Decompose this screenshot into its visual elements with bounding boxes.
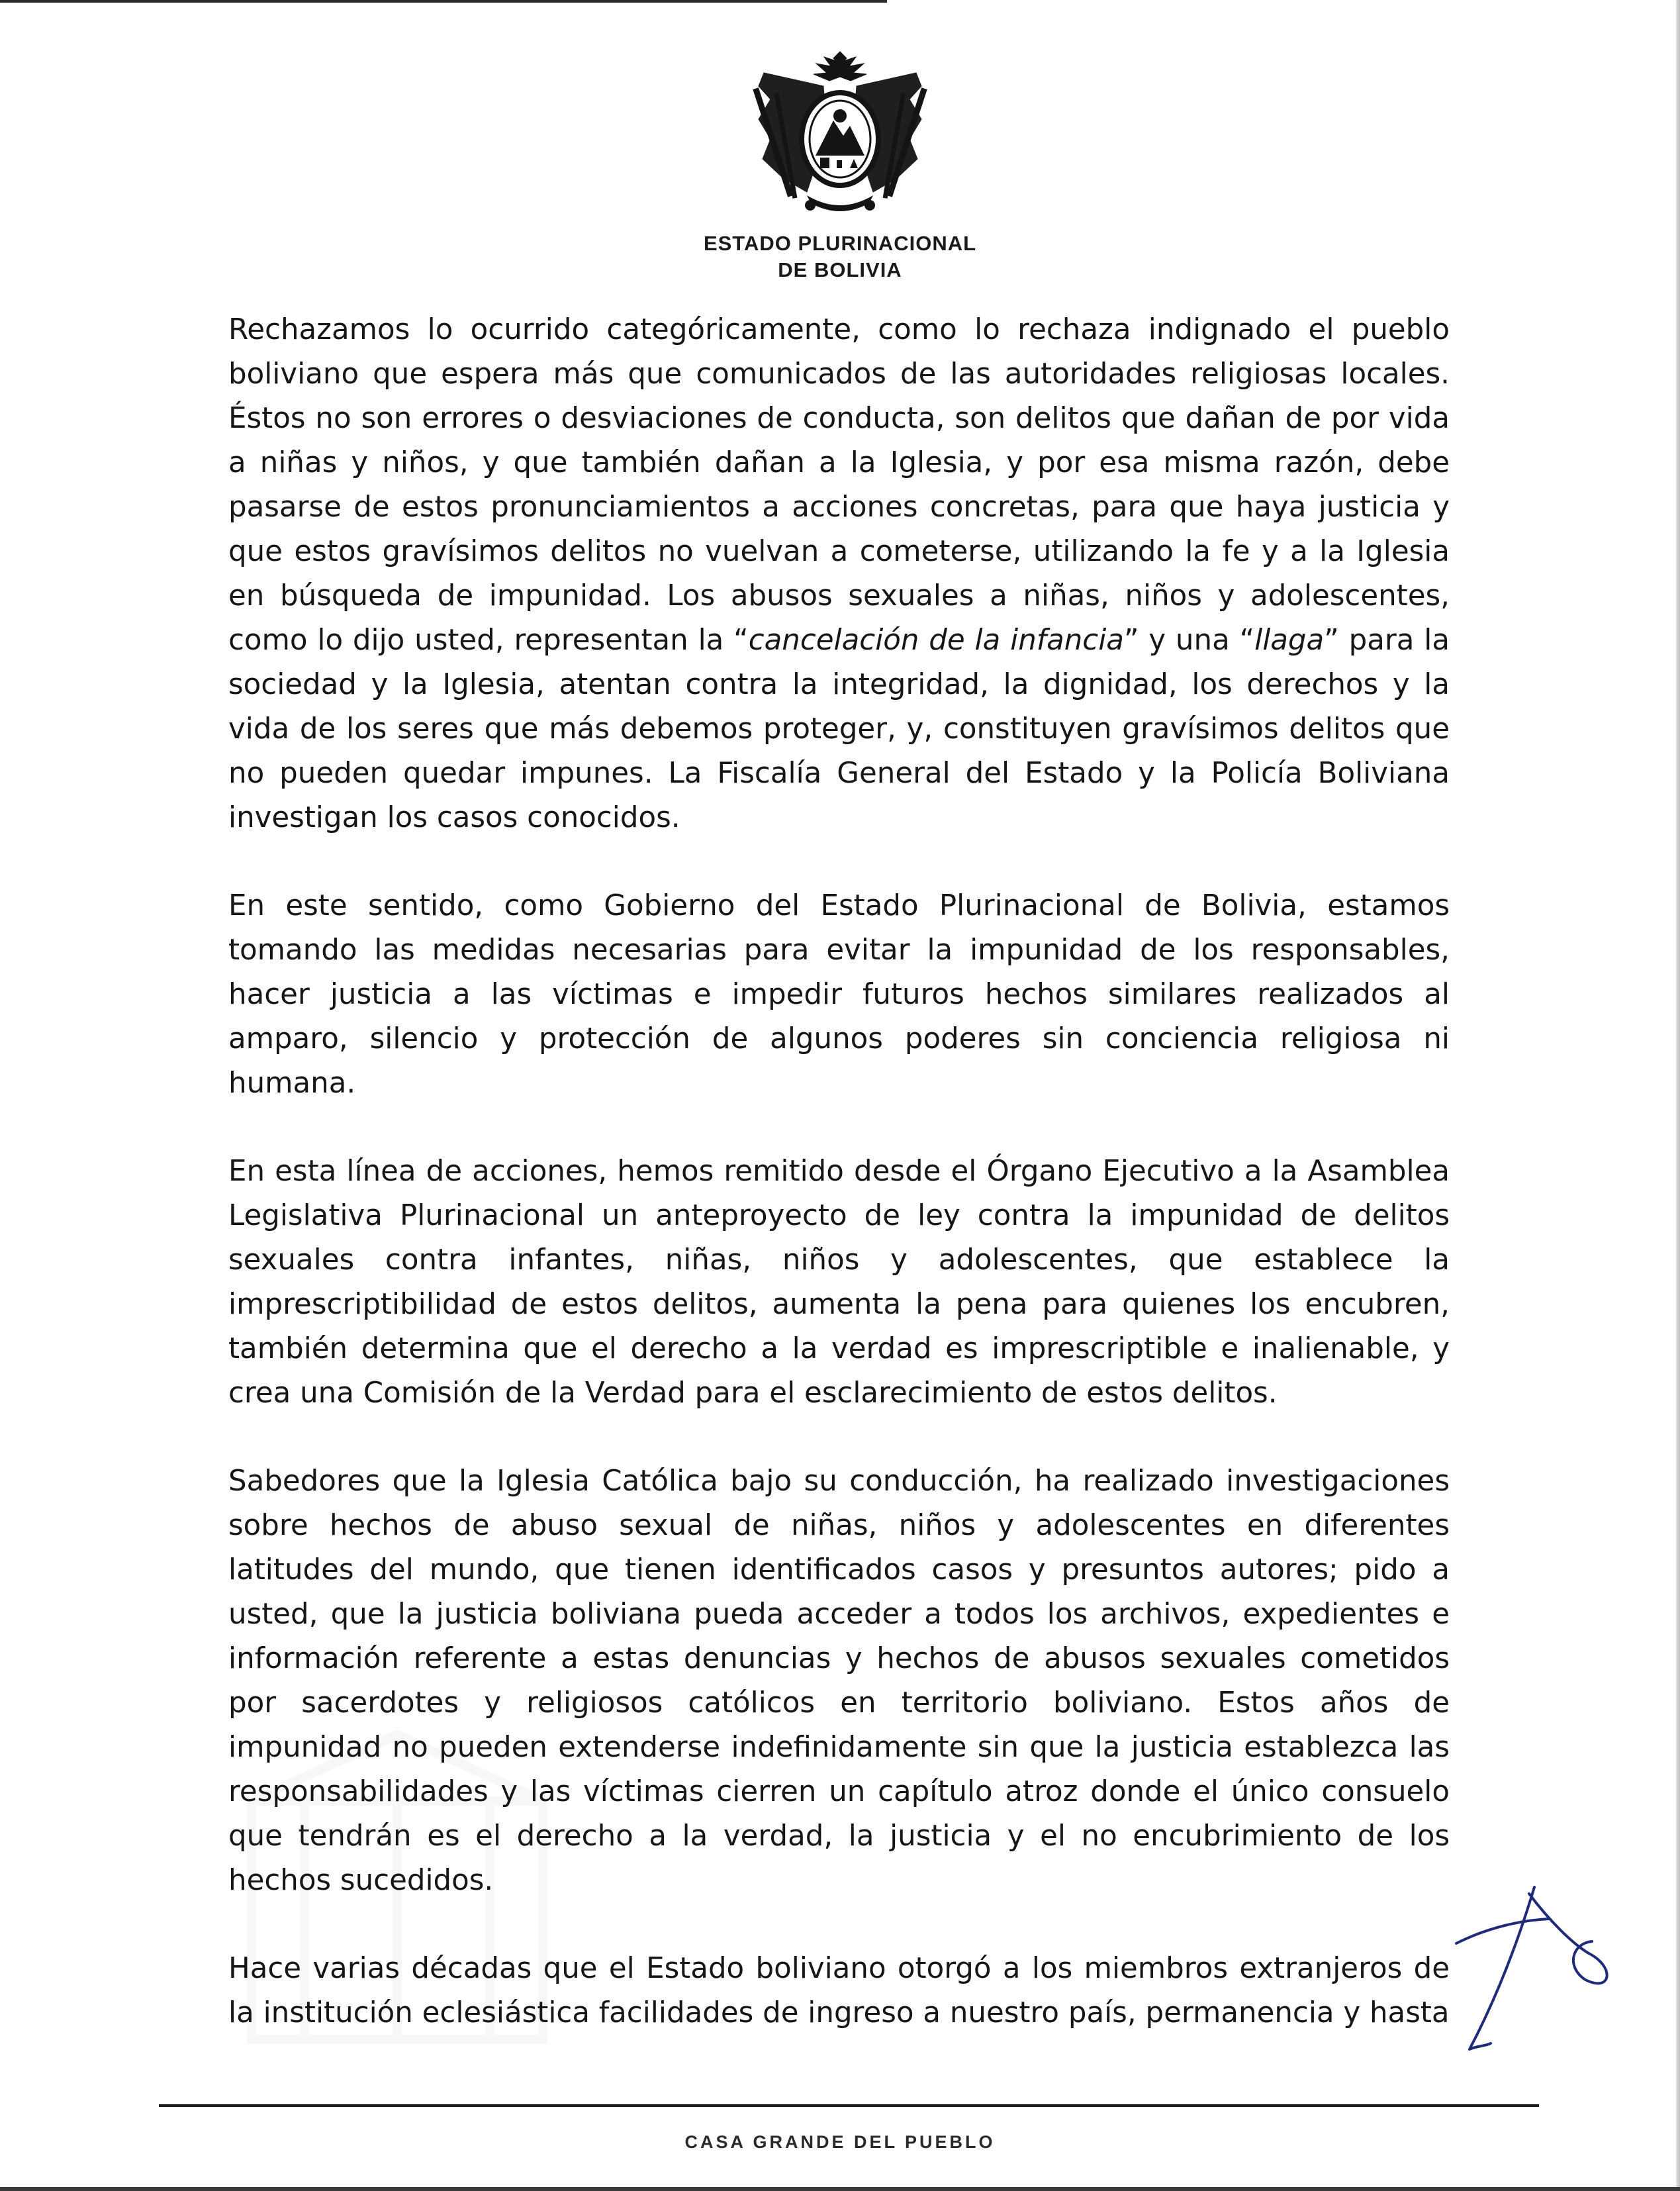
- paragraph-1-part-2: ” y una “: [1123, 624, 1255, 657]
- letterhead: [0, 46, 1680, 283]
- state-name-line-2: DE BOLIVIA: [778, 258, 902, 281]
- state-name-line-1: ESTADO PLURINACIONAL: [703, 232, 977, 255]
- paragraph-1-part-1: Rechazamos lo ocurrido categóricamente, como lo rechaza indignado el pueblo boliviano que espera más que comunicados de las autoridades religiosas locales. Éstos no son errores o desviaciones de conducta, son delitos que dañan de por vida a niñas y niños, y que también dañan a la Iglesia, y por esa misma razón, debe pasarse de estos pronunciamientos a acciones concretas, para que haya justicia y que estos gravísimos delitos no vuelvan a cometerse, utilizando la fe y a la Iglesia en búsqueda de impunidad. Los abusos sexuales a niñas, niños y adolescentes, como lo dijo usted, representan la “: [228, 313, 1450, 657]
- handwritten-initial-signature: [1450, 1880, 1622, 2066]
- scan-border-bottom: [0, 2187, 1680, 2191]
- letter-body: [228, 308, 1450, 2079]
- coat-of-arms-icon: [744, 46, 936, 225]
- scan-border-right: [1676, 0, 1680, 2191]
- paragraph-2: En este sentido, como Gobierno del Estado Plurinacional de Bolivia, estamos tomando las medidas necesarias para evitar la impunidad de los responsables, hacer justicia a las víctimas e impedir futuros hechos similares realizados al amparo, silencio y protección de algunos poderes sin conciencia religiosa ni humana.: [228, 889, 1450, 1100]
- quote-llaga: llaga: [1254, 624, 1325, 657]
- paragraph-4: Sabedores que la Iglesia Católica bajo su conducción, ha realizado investigaciones sobre hechos de abuso sexual de niñas, niños y adolescentes en diferentes latitudes del mundo, que tienen identificados casos y presuntos autores; pido a usted, que la justicia boliviana pueda acceder a todos los archivos, expedientes e información referente a estas denuncias y hechos de abusos sexuales cometidos por sacerdotes y religiosos católicos en territorio boliviano. Estos años de impunidad no pueden extenderse indefinidamente sin que la justicia establezca las responsabilidades y las víctimas cierren un capítulo atroz donde el único consuelo que tendrán es el derecho a la verdad, la justicia y el no encubrimiento de los hechos sucedidos.: [228, 1465, 1450, 1897]
- footer-divider: [159, 2104, 1539, 2107]
- paragraph-3: En esta línea de acciones, hemos remitido desde el Órgano Ejecutivo a la Asamblea Legislativa Plurinacional un anteproyecto de ley contra la impunidad de delitos sexuales contra infantes, niñas, niños y adolescentes, que establece la imprescriptibilidad de estos delitos, aumenta la pena para quienes los encubren, también determina que el derecho a la verdad es imprescriptible e inalienable, y crea una Comisión de la Verdad para el esclarecimiento de estos delitos.: [228, 1155, 1450, 1410]
- quote-cancelacion-infancia: cancelación de la infancia: [748, 624, 1124, 657]
- footer-label: CASA GRANDE DEL PUEBLO: [684, 2132, 996, 2152]
- paragraph-5: Hace varias décadas que el Estado boliviano otorgó a los miembros extranjeros de la institución eclesiástica facilidades de ingreso a nuestro país, permanencia y hasta: [228, 1952, 1450, 2029]
- scan-border-top: [0, 0, 887, 3]
- paragraph-1: [228, 308, 1450, 840]
- paragraph-1-part-3: ” para la sociedad y la Iglesia, atentan contra la integridad, la dignidad, los derechos y la vida de los seres que más debemos proteger, y, constituyen gravísimos delitos que no pueden quedar impunes. La Fiscalía General del Estado y la Policía Boliviana investigan los casos conocidos.: [228, 624, 1450, 834]
